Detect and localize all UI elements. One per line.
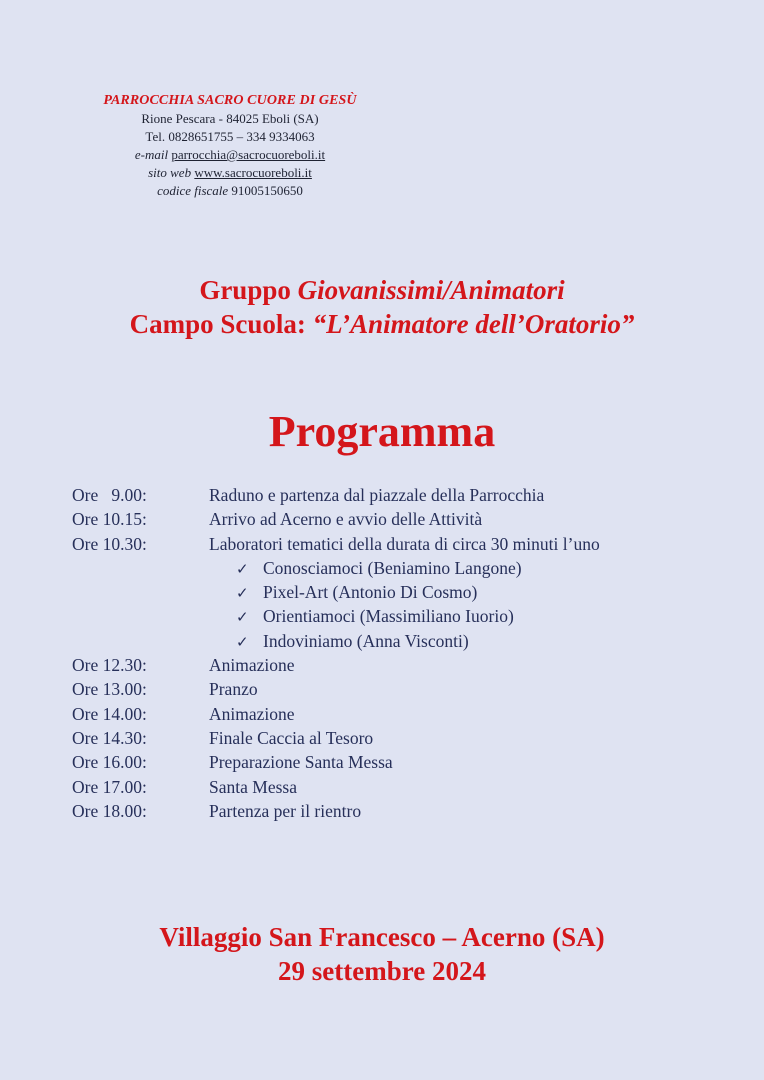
schedule-time: Ore 9.00: (72, 485, 147, 505)
lab-item (72, 604, 732, 628)
program-title: Programma (268, 407, 496, 456)
schedule-activity: Raduno e partenza dal piazzale della Parrocchia (209, 485, 545, 505)
event-date: 29 settembre 2024 (278, 956, 486, 986)
event-location: Villaggio San Francesco – Acerno (SA) (159, 922, 605, 952)
schedule-activity: Animazione (209, 655, 295, 676)
schedule-time: Ore 16.00: (72, 752, 147, 773)
check-icon: ✓ (236, 608, 249, 627)
schedule-time: Ore 10.30: (72, 533, 147, 554)
parish-address: Rione Pescara - 84025 Eboli (SA) (141, 111, 319, 126)
schedule-row (72, 507, 732, 531)
schedule-row (72, 702, 732, 726)
schedule-time: Ore 17.00: (72, 776, 147, 797)
lab-label: Indoviniamo (Anna Visconti) (263, 630, 469, 651)
camp-heading (0, 308, 764, 340)
schedule-time: Ore 14.30: (72, 727, 147, 748)
lab-label: Orientiamoci (Massimiliano Iuorio) (263, 606, 514, 627)
email-label: e-mail (134, 147, 169, 162)
schedule-activity: Pranzo (209, 679, 258, 700)
lab-label: Pixel-Art (Antonio Di Cosmo) (263, 582, 478, 603)
schedule-activity: Santa Messa (209, 776, 297, 797)
email-link[interactable]: parrocchia@sacrocuoreboli.it (171, 147, 326, 162)
website-label: sito web (148, 165, 192, 180)
lab-item (72, 556, 732, 580)
check-icon: ✓ (236, 584, 249, 603)
schedule-row (72, 775, 732, 799)
schedule-row (72, 677, 732, 701)
schedule-time: Ore 18.00: (72, 800, 147, 821)
parish-name: PARROCCHIA SACRO CUORE DI GESÙ (103, 93, 357, 108)
schedule-row (72, 653, 732, 677)
schedule-time: Ore 14.00: (72, 703, 147, 724)
schedule-activity: Preparazione Santa Messa (209, 752, 393, 773)
schedule-row (72, 750, 732, 774)
lab-item (72, 580, 732, 604)
camp-prefix: Campo Scuola: (129, 309, 306, 339)
tax-code-line (60, 182, 400, 200)
schedule-row (72, 799, 732, 823)
schedule-activity: Partenza per il rientro (209, 800, 362, 821)
check-icon: ✓ (236, 559, 249, 578)
schedule-row (72, 726, 732, 750)
lab-item (72, 629, 732, 653)
schedule-activity: Laboratori tematici della durata di circa 30 minuti l’uno (209, 533, 600, 554)
schedule-time: Ore 13.00: (72, 679, 147, 700)
camp-title: “L’Animatore dell’Oratorio” (312, 309, 635, 339)
check-icon: ✓ (236, 632, 249, 651)
website-line (60, 164, 400, 182)
schedule-activity: Animazione (209, 703, 295, 724)
parish-phone: Tel. 0828651755 – 334 9334063 (145, 129, 315, 144)
tax-code-label: codice fiscale (157, 183, 229, 198)
schedule-time: Ore 10.15: (72, 509, 147, 530)
group-heading (0, 274, 764, 306)
schedule-time: Ore 12.30: (72, 655, 147, 676)
tax-code-value: 91005150650 (231, 183, 303, 198)
group-name: Giovanissimi/Animatori (297, 275, 565, 305)
schedule (72, 483, 732, 823)
lab-label: Conosciamoci (Beniamino Langone) (263, 557, 522, 578)
letterhead (60, 92, 400, 200)
group-prefix: Gruppo (199, 275, 291, 305)
schedule-row (72, 532, 732, 556)
schedule-activity: Finale Caccia al Tesoro (209, 727, 374, 748)
schedule-row (72, 483, 732, 507)
website-link[interactable]: www.sacrocuoreboli.it (194, 165, 312, 180)
schedule-activity: Arrivo ad Acerno e avvio delle Attività (209, 509, 483, 530)
email-line (60, 146, 400, 164)
